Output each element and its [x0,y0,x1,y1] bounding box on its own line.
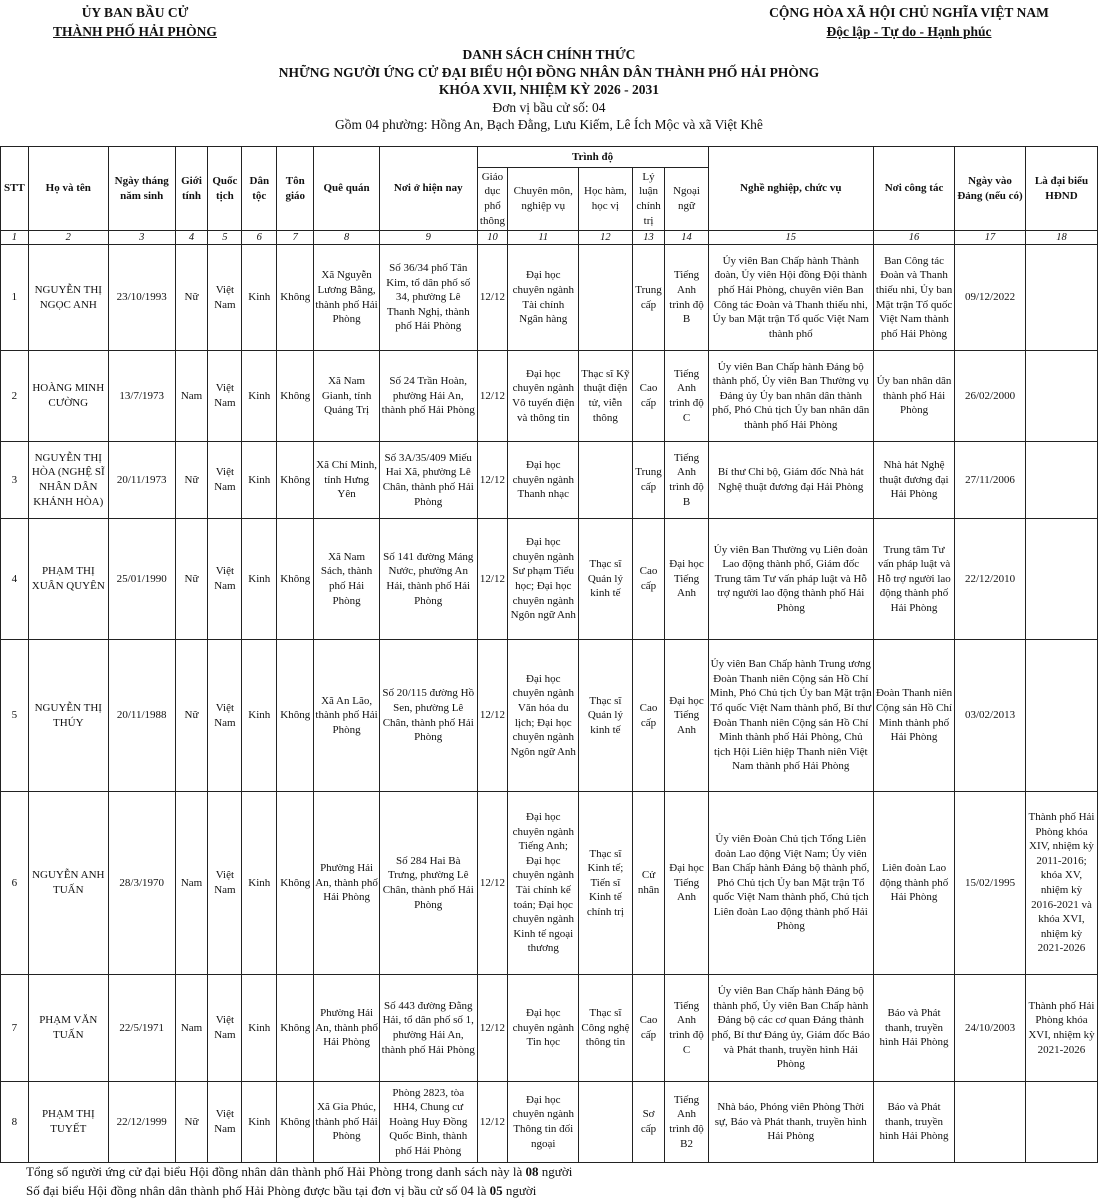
cell-name: NGUYỄN THỊ THÚY [28,640,108,792]
footer-total-count: 08 [525,1164,539,1179]
cell-political: Trung cấp [632,245,665,351]
cell-political: Cao cấp [632,640,665,792]
cell-dob: 13/7/1973 [108,351,175,442]
cell-residence: Số 20/115 đường Hồ Sen, phường Lê Chân, thành phố Hải Phòng [379,640,477,792]
cell-council-member [1025,640,1097,792]
cell-dob: 22/12/1999 [108,1082,175,1163]
cell-hometown: Xã Gia Phúc, thành phố Hải Phòng [314,1082,380,1163]
cell-academic: Thạc sĩ Công nghệ thông tin [579,975,632,1082]
column-number: 1 [1,231,29,245]
table-row [1,640,1098,792]
cell-hometown: Phường Hải An, thành phố Hải Phòng [314,792,380,975]
cell-occupation: Ủy viên Ban Chấp hành Trung ương Đoàn Thanh niên Cộng sản Hồ Chí Minh, Phó Chủ tịch Ủy ban Mặt trận Tổ quốc Việt Nam thành phố, Bí thư Đoàn Thanh niên Cộng sản Hồ Chí Minh thành phố Hải Phòng, Chủ tịch Hội Liên hiệp Thanh niên Việt Nam thành phố Hải Phòng [708,640,873,792]
cell-party-date [955,1082,1026,1163]
col-gender: Giới tính [175,147,208,231]
cell-stt: 4 [1,519,29,640]
cell-workplace: Nhà hát Nghệ thuật đương đại Hải Phòng [873,442,954,519]
cell-party-date: 24/10/2003 [955,975,1026,1082]
cell-language: Đại học Tiếng Anh [665,519,708,640]
cell-stt: 5 [1,640,29,792]
cell-language: Đại học Tiếng Anh [665,640,708,792]
footer-total-text: Tổng số người ứng cử đại biểu Hội đồng nhân dân thành phố Hải Phòng trong danh sách này là [26,1164,523,1179]
cell-name: NGUYỄN ANH TUẤN [28,792,108,975]
col-specialty: Chuyên môn, nghiệp vụ [508,168,579,231]
cell-gender: Nam [175,351,208,442]
col-political: Lý luận chính trị [632,168,665,231]
title-line2: NHỮNG NGƯỜI ỨNG CỬ ĐẠI BIỂU HỘI ĐỒNG NHÂN DÂN THÀNH PHỐ HẢI PHÒNG [278,64,820,80]
cell-ethnicity: Kinh [242,351,277,442]
cell-council-member [1025,519,1097,640]
cell-language: Tiếng Anh trình độ B2 [665,1082,708,1163]
national-motto-header [720,0,1098,41]
col-workplace: Nơi công tác [873,147,954,231]
cell-residence: Số 24 Trần Hoàn, phường Hải An, thành phố Hải Phòng [379,351,477,442]
cell-ethnicity: Kinh [242,975,277,1082]
col-general-edu: Giáo dục phổ thông [477,168,508,231]
cell-council-member [1025,245,1097,351]
header-row-1 [1,147,1098,168]
col-residence: Nơi ở hiện nay [379,147,477,231]
cell-name: PHẠM VĂN TUẤN [28,975,108,1082]
col-council-member: Là đại biểu HĐND [1025,147,1097,231]
cell-stt: 8 [1,1082,29,1163]
column-number: 14 [665,231,708,245]
cell-workplace: Trung tâm Tư vấn pháp luật và Hỗ trợ người lao động thành phố Hải Phòng [873,519,954,640]
cell-academic [579,1082,632,1163]
cell-language: Đại học Tiếng Anh [665,792,708,975]
cell-gender: Nữ [175,519,208,640]
title-line3: KHÓA XVII, NHIỆM KỲ 2026 - 2031 [438,82,660,97]
cell-dob: 22/5/1971 [108,975,175,1082]
footer-total-unit: người [541,1164,573,1179]
issuer-line2: THÀNH PHỐ HẢI PHÒNG [53,24,217,39]
cell-general-edu: 12/12 [477,1082,508,1163]
cell-nationality: Việt Nam [208,1082,242,1163]
cell-specialty: Đại học chuyên ngành Thanh nhạc [508,442,579,519]
column-number-row [1,231,1098,245]
cell-occupation: Bí thư Chi bộ, Giám đốc Nhà hát Nghệ thuật đương đại Hải Phòng [708,442,873,519]
cell-academic [579,442,632,519]
column-number: 3 [108,231,175,245]
cell-hometown: Phường Hải An, thành phố Hải Phòng [314,975,380,1082]
cell-general-edu: 12/12 [477,519,508,640]
cell-occupation: Ủy viên Ban Chấp hành Thành đoàn, Ủy viên Hội đồng Đội thành phố Hải Phòng, chuyên viên Ban Công tác Đoàn và Thanh thiếu nhi, Ủy ban Mặt trận Tổ quốc Việt Nam thành phố [708,245,873,351]
cell-language: Tiếng Anh trình độ C [665,351,708,442]
col-religion: Tôn giáo [277,147,314,231]
cell-religion: Không [277,1082,314,1163]
footer-elected-line [26,1181,572,1200]
cell-workplace: Ban Công tác Đoàn và Thanh thiếu nhi, Ủy ban Mặt trận Tổ quốc Việt Nam thành phố Hải Phòng [873,245,954,351]
cell-residence: Phòng 2823, tòa HH4, Chung cư Hoàng Huy Đồng Quốc Bình, thành phố Hải Phòng [379,1082,477,1163]
cell-academic: Thạc sĩ Kinh tế; Tiến sĩ Kinh tế chính trị [579,792,632,975]
cell-religion: Không [277,519,314,640]
cell-name: HOÀNG MINH CƯỜNG [28,351,108,442]
column-number: 8 [314,231,380,245]
cell-party-date: 26/02/2000 [955,351,1026,442]
col-academic: Học hàm, học vị [579,168,632,231]
cell-specialty: Đại học chuyên ngành Tiếng Anh; Đại học chuyên ngành Tài chính kế toán; Đại học chuyên ngành Kinh tế ngoại thương [508,792,579,975]
cell-hometown: Xã Nam Sách, thành phố Hải Phòng [314,519,380,640]
cell-council-member [1025,351,1097,442]
cell-residence: Số 443 đường Đằng Hải, tổ dân phố số 1, phường Hải An, thành phố Hải Phòng [379,975,477,1082]
cell-dob: 20/11/1973 [108,442,175,519]
column-number: 16 [873,231,954,245]
footer-total-line [26,1162,572,1181]
cell-gender: Nữ [175,442,208,519]
cell-nationality: Việt Nam [208,245,242,351]
cell-general-edu: 12/12 [477,442,508,519]
column-number: 12 [579,231,632,245]
cell-council-member [1025,1082,1097,1163]
col-nationality: Quốc tịch [208,147,242,231]
cell-religion: Không [277,792,314,975]
cell-stt: 3 [1,442,29,519]
cell-ethnicity: Kinh [242,442,277,519]
cell-workplace: Báo và Phát thanh, truyền hình Hải Phòng [873,975,954,1082]
cell-workplace: Liên đoàn Lao động thành phố Hải Phòng [873,792,954,975]
cell-hometown: Xã Nguyễn Lương Bằng, thành phố Hải Phòng [314,245,380,351]
column-number: 13 [632,231,665,245]
issuer-line1: ỦY BAN BẦU CỬ [81,5,189,20]
cell-nationality: Việt Nam [208,351,242,442]
cell-language: Tiếng Anh trình độ B [665,442,708,519]
column-number: 4 [175,231,208,245]
cell-name: PHẠM THỊ TUYẾT [28,1082,108,1163]
column-number: 5 [208,231,242,245]
cell-workplace: Đoàn Thanh niên Cộng sản Hồ Chí Minh thành phố Hải Phòng [873,640,954,792]
table-row [1,792,1098,975]
cell-council-member: Thành phố Hải Phòng khóa XIV, nhiệm kỳ 2011-2016; khóa XV, nhiệm kỳ 2016-2021 và khóa XVI, nhiệm kỳ 2021-2026 [1025,792,1097,975]
cell-political: Cao cấp [632,975,665,1082]
table-row [1,245,1098,351]
cell-general-edu: 12/12 [477,351,508,442]
cell-stt: 7 [1,975,29,1082]
cell-name: NGUYỄN THỊ NGỌC ANH [28,245,108,351]
cell-political: Cao cấp [632,351,665,442]
cell-political: Cử nhân [632,792,665,975]
col-education-group: Trình độ [477,147,708,168]
cell-residence: Số 284 Hai Bà Trưng, phường Lê Chân, thành phố Hải Phòng [379,792,477,975]
cell-political: Sơ cấp [632,1082,665,1163]
col-hometown: Quê quán [314,147,380,231]
cell-residence: Số 3A/35/409 Miếu Hai Xã, phường Lê Chân, thành phố Hải Phòng [379,442,477,519]
cell-political: Trung cấp [632,442,665,519]
cell-party-date: 03/02/2013 [955,640,1026,792]
cell-specialty: Đại học chuyên ngành Vô tuyến điện và thông tin [508,351,579,442]
cell-occupation: Ủy viên Đoàn Chủ tịch Tổng Liên đoàn Lao động Việt Nam; Ủy viên Ban Chấp hành Đảng bộ thành phố, Phó Chủ tịch Ủy ban Mặt trận Tổ quốc Việt Nam thành phố, Chủ tịch Liên đoàn Lao động thành phố Hải Phòng [708,792,873,975]
cell-nationality: Việt Nam [208,975,242,1082]
cell-nationality: Việt Nam [208,792,242,975]
title-line5: Gồm 04 phường: Hồng An, Bạch Đằng, Lưu Kiếm, Lê Ích Mộc và xã Việt Khê [335,117,763,132]
cell-dob: 25/01/1990 [108,519,175,640]
cell-religion: Không [277,975,314,1082]
motto-line2: Độc lập - Tự do - Hạnh phúc [826,24,992,39]
cell-hometown: Xã Nam Gianh, tỉnh Quảng Trị [314,351,380,442]
cell-specialty: Đại học chuyên ngành Tin học [508,975,579,1082]
document-footer [26,1162,572,1200]
cell-gender: Nam [175,975,208,1082]
cell-occupation: Ủy viên Ban Thường vụ Liên đoàn Lao động thành phố, Giám đốc Trung tâm Tư vấn pháp luật và Hỗ trợ người lao động thành phố Hải Phòng [708,519,873,640]
cell-specialty: Đại học chuyên ngành Sư phạm Tiểu học; Đại học chuyên ngành Ngôn ngữ Anh [508,519,579,640]
cell-stt: 1 [1,245,29,351]
cell-religion: Không [277,351,314,442]
candidate-table [0,146,1098,1163]
motto-line1: CỘNG HÒA XÃ HỘI CHỦ NGHĨA VIỆT NAM [769,5,1049,20]
table-row [1,519,1098,640]
cell-council-member: Thành phố Hải Phòng khóa XVI, nhiệm kỳ 2021-2026 [1025,975,1097,1082]
table-row [1,351,1098,442]
cell-political: Cao cấp [632,519,665,640]
col-occupation: Nghề nghiệp, chức vụ [708,147,873,231]
column-number: 11 [508,231,579,245]
cell-gender: Nữ [175,640,208,792]
cell-religion: Không [277,245,314,351]
cell-gender: Nữ [175,1082,208,1163]
cell-ethnicity: Kinh [242,245,277,351]
cell-residence: Số 141 đường Máng Nước, phường An Hải, thành phố Hải Phòng [379,519,477,640]
cell-nationality: Việt Nam [208,442,242,519]
cell-academic [579,245,632,351]
cell-ethnicity: Kinh [242,1082,277,1163]
cell-ethnicity: Kinh [242,640,277,792]
cell-general-edu: 12/12 [477,640,508,792]
cell-language: Tiếng Anh trình độ B [665,245,708,351]
document-title [0,46,1098,134]
cell-nationality: Việt Nam [208,519,242,640]
column-number: 6 [242,231,277,245]
footer-elected-count: 05 [489,1183,503,1198]
col-ethnicity: Dân tộc [242,147,277,231]
cell-stt: 6 [1,792,29,975]
cell-name: NGUYỄN THỊ HÒA (NGHỆ SĨ NHÂN DÂN KHÁNH HÒA) [28,442,108,519]
column-number: 17 [955,231,1026,245]
col-stt: STT [1,147,29,231]
cell-workplace: Ủy ban nhân dân thành phố Hải Phòng [873,351,954,442]
cell-academic: Thạc sĩ Quản lý kinh tế [579,519,632,640]
cell-party-date: 09/12/2022 [955,245,1026,351]
cell-specialty: Đại học chuyên ngành Tài chính Ngân hàng [508,245,579,351]
cell-gender: Nam [175,792,208,975]
cell-hometown: Xã An Lão, thành phố Hải Phòng [314,640,380,792]
column-number: 2 [28,231,108,245]
cell-occupation: Ủy viên Ban Chấp hành Đảng bộ thành phố, Ủy viên Ban Chấp hành Đảng bộ các cơ quan Đảng thành phố, Bí thư Đảng ủy, Giám đốc Báo và Phát thanh, truyền hình Hải Phòng [708,975,873,1082]
title-line1: DANH SÁCH CHÍNH THỨC [462,47,636,62]
cell-general-edu: 12/12 [477,975,508,1082]
issuer-header [0,0,270,41]
cell-academic: Thạc sĩ Quản lý kinh tế [579,640,632,792]
cell-nationality: Việt Nam [208,640,242,792]
cell-dob: 23/10/1993 [108,245,175,351]
cell-gender: Nữ [175,245,208,351]
cell-academic: Thạc sĩ Kỹ thuật điện tử, viễn thông [579,351,632,442]
cell-hometown: Xã Chí Minh, tỉnh Hưng Yên [314,442,380,519]
col-name: Họ và tên [28,147,108,231]
footer-elected-unit: người [505,1183,537,1198]
col-party-date: Ngày vào Đảng (nếu có) [955,147,1026,231]
cell-occupation: Nhà báo, Phóng viên Phòng Thời sự, Báo và Phát thanh, truyền hình Hải Phòng [708,1082,873,1163]
cell-party-date: 22/12/2010 [955,519,1026,640]
cell-party-date: 15/02/1995 [955,792,1026,975]
cell-language: Tiếng Anh trình độ C [665,975,708,1082]
cell-specialty: Đại học chuyên ngành Thông tin đối ngoại [508,1082,579,1163]
column-number: 15 [708,231,873,245]
cell-dob: 28/3/1970 [108,792,175,975]
cell-specialty: Đại học chuyên ngành Văn hóa du lịch; Đại học chuyên ngành Ngôn ngữ Anh [508,640,579,792]
column-number: 18 [1025,231,1097,245]
table-row [1,975,1098,1082]
col-language: Ngoại ngữ [665,168,708,231]
cell-general-edu: 12/12 [477,245,508,351]
footer-elected-text: Số đại biểu Hội đồng nhân dân thành phố Hải Phòng được bầu tại đơn vị bầu cử số 04 là [26,1183,487,1198]
col-dob: Ngày tháng năm sinh [108,147,175,231]
cell-dob: 20/11/1988 [108,640,175,792]
cell-council-member [1025,442,1097,519]
cell-ethnicity: Kinh [242,519,277,640]
cell-stt: 2 [1,351,29,442]
column-number: 9 [379,231,477,245]
cell-workplace: Báo và Phát thanh, truyền hình Hải Phòng [873,1082,954,1163]
cell-name: PHẠM THỊ XUÂN QUYÊN [28,519,108,640]
cell-residence: Số 36/34 phố Tân Kim, tổ dân phố số 34, phường Lê Thanh Nghị, thành phố Hải Phòng [379,245,477,351]
cell-occupation: Ủy viên Ban Chấp hành Đảng bộ thành phố, Ủy viên Ban Thường vụ Đảng ủy Ủy ban nhân dân thành phố, Phó Chủ tịch Ủy ban nhân dân thành phố Hải Phòng [708,351,873,442]
table-row [1,442,1098,519]
cell-ethnicity: Kinh [242,792,277,975]
cell-religion: Không [277,640,314,792]
cell-general-edu: 12/12 [477,792,508,975]
cell-party-date: 27/11/2006 [955,442,1026,519]
title-line4: Đơn vị bầu cử số: 04 [492,99,606,115]
cell-religion: Không [277,442,314,519]
candidate-rows [1,245,1098,1163]
column-number: 10 [477,231,508,245]
table-row [1,1082,1098,1163]
column-number: 7 [277,231,314,245]
